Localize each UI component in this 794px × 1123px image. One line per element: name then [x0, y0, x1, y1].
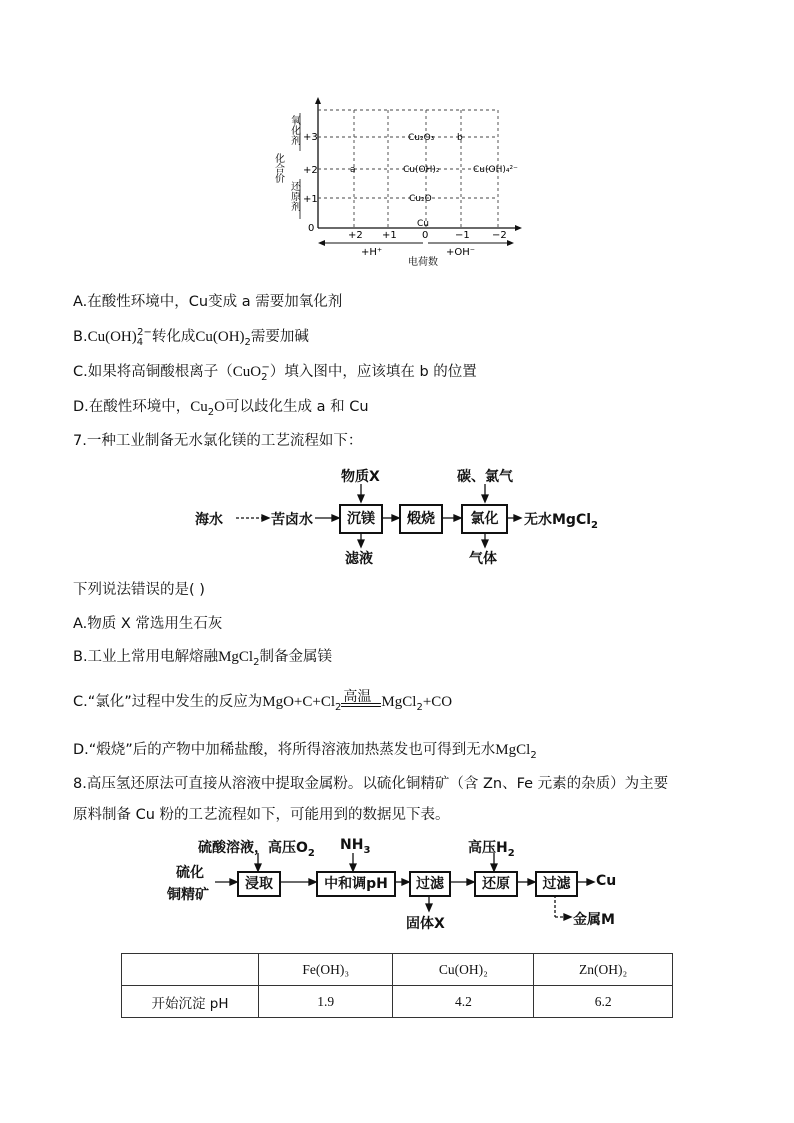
product-cu-label: Cu — [596, 873, 617, 889]
gas-label: 气体 — [469, 551, 497, 567]
metal-m-label: 金属M — [573, 912, 615, 928]
species-b: b — [457, 133, 463, 143]
seawater-label: 海水 — [195, 512, 223, 528]
species-cu2o3: Cu₂O₃ — [408, 133, 435, 143]
q7-question: 下列说法错误的是( ) — [73, 582, 205, 598]
precipitation-ph-table — [121, 953, 673, 1018]
table-row-label: 开始沉淀 pH — [122, 986, 259, 1018]
filter-box-1: 过滤 — [409, 871, 451, 897]
q7-stem: 7.一种工业制备无水氯化镁的工艺流程如下： — [73, 433, 363, 449]
table-row — [122, 986, 673, 1018]
filter-box-2: 过滤 — [535, 871, 578, 897]
solid-x-label: 固体X — [406, 916, 445, 932]
q8-flowchart — [165, 835, 635, 935]
base-label: +OH⁻ — [446, 247, 476, 258]
y-tick: +1 — [303, 194, 318, 205]
table-header-row — [122, 954, 673, 986]
species-a: a — [350, 165, 356, 175]
valence-charge-diagram — [270, 95, 525, 270]
x-axis-title: 电荷数 — [408, 257, 438, 268]
precipitate-mg-box: 沉镁 — [339, 504, 383, 534]
species-cu: Cu — [417, 219, 429, 229]
species-cuoh2: Cu(OH)₂ — [403, 165, 440, 175]
q7-option-d: D.“煅烧”后的产物中加稀盐酸，将所得溶液加热蒸发也可得到无水MgCl$_2$ — [73, 742, 537, 761]
q8-stem-line2: 原料制备 Cu 粉的工艺流程如下，可能用到的数据见下表。 — [73, 807, 450, 823]
table-cell: 6.2 — [534, 986, 673, 1018]
table-cell: 1.9 — [259, 986, 393, 1018]
q6-option-c: C.如果将高铜酸根离子（CuO$_2$−）填入图中，应该填在 b 的位置 — [73, 362, 477, 383]
brine-label: 苦卤水 — [271, 512, 313, 528]
input-carbon-chlorine-label: 碳、氯气 — [457, 469, 513, 485]
reduce-box: 还原 — [474, 871, 518, 897]
y-tick: 0 — [308, 223, 315, 234]
x-tick: −1 — [455, 230, 470, 241]
chlorinate-box: 氯化 — [461, 504, 508, 534]
table-cell: 4.2 — [393, 986, 534, 1018]
y-tick: +3 — [303, 132, 318, 143]
neutralize-ph-box: 中和调pH — [316, 871, 396, 897]
product-label: 无水MgCl$_2$ — [524, 512, 598, 531]
q6-option-b: $B.Cu(OH)_4^{2-}$转化成$Cu(OH)_2$需要加碱 — [73, 327, 309, 348]
table-header-cell: Zn(OH)₂ — [534, 954, 673, 986]
input-acid-oxygen-label: 硫酸溶液，高压$O_2$ — [198, 840, 315, 859]
species-cu2o: Cu₂O — [409, 194, 432, 204]
q7-option-b: B.工业上常用电解熔融MgCl$_2$制备金属镁 — [73, 649, 332, 668]
x-tick: −2 — [492, 230, 507, 241]
q7-option-a: A.物质 X 常选用生石灰 — [73, 616, 223, 632]
q6-option-a: A.在酸性环境中，Cu变成 a 需要加氧化剂 — [73, 294, 343, 310]
feed-label-line1: 硫化 — [176, 865, 204, 881]
x-tick: +2 — [348, 230, 363, 241]
feed-label-line2: 铜精矿 — [167, 887, 209, 903]
table-header-cell — [122, 954, 259, 986]
x-tick: 0 — [422, 230, 429, 241]
reductant-label: 还原剂 — [288, 181, 300, 211]
filtrate-label: 滤液 — [345, 551, 373, 567]
q7-flowchart — [195, 460, 615, 570]
y-axis-title: 化合价 — [272, 153, 284, 183]
q6-option-d: D.在酸性环境中，$Cu_2O$可以歧化生成 a 和 Cu — [73, 399, 369, 418]
y-tick: +2 — [303, 165, 318, 176]
x-tick: +1 — [382, 230, 397, 241]
input-x-label: 物质X — [341, 469, 380, 485]
q8-stem-line1: 8.高压氢还原法可直接从溶液中提取金属粉。以硫化铜精矿（含 Zn、Fe 元素的杂质）为主要 — [73, 776, 669, 792]
species-cuoh4: Cu(OH)₄²⁻ — [473, 165, 518, 175]
reaction-condition: 高温 — [341, 703, 381, 713]
table-header-cell: Fe(OH)₃ — [259, 954, 393, 986]
calcine-box: 煅烧 — [399, 504, 443, 534]
input-h2-label: 高压$H_2$ — [468, 840, 515, 859]
q7-option-c: C.“氯化”过程中发生的反应为$MgO+C+Cl_2$ 高温 MgCl$_2$+CO — [73, 688, 453, 713]
leach-box: 浸取 — [237, 871, 281, 897]
acid-label: +H⁺ — [361, 247, 383, 258]
input-nh3-label: $NH_3$ — [340, 837, 371, 856]
table-header-cell: Cu(OH)₂ — [393, 954, 534, 986]
oxidant-label: 氧化剂 — [288, 115, 300, 145]
